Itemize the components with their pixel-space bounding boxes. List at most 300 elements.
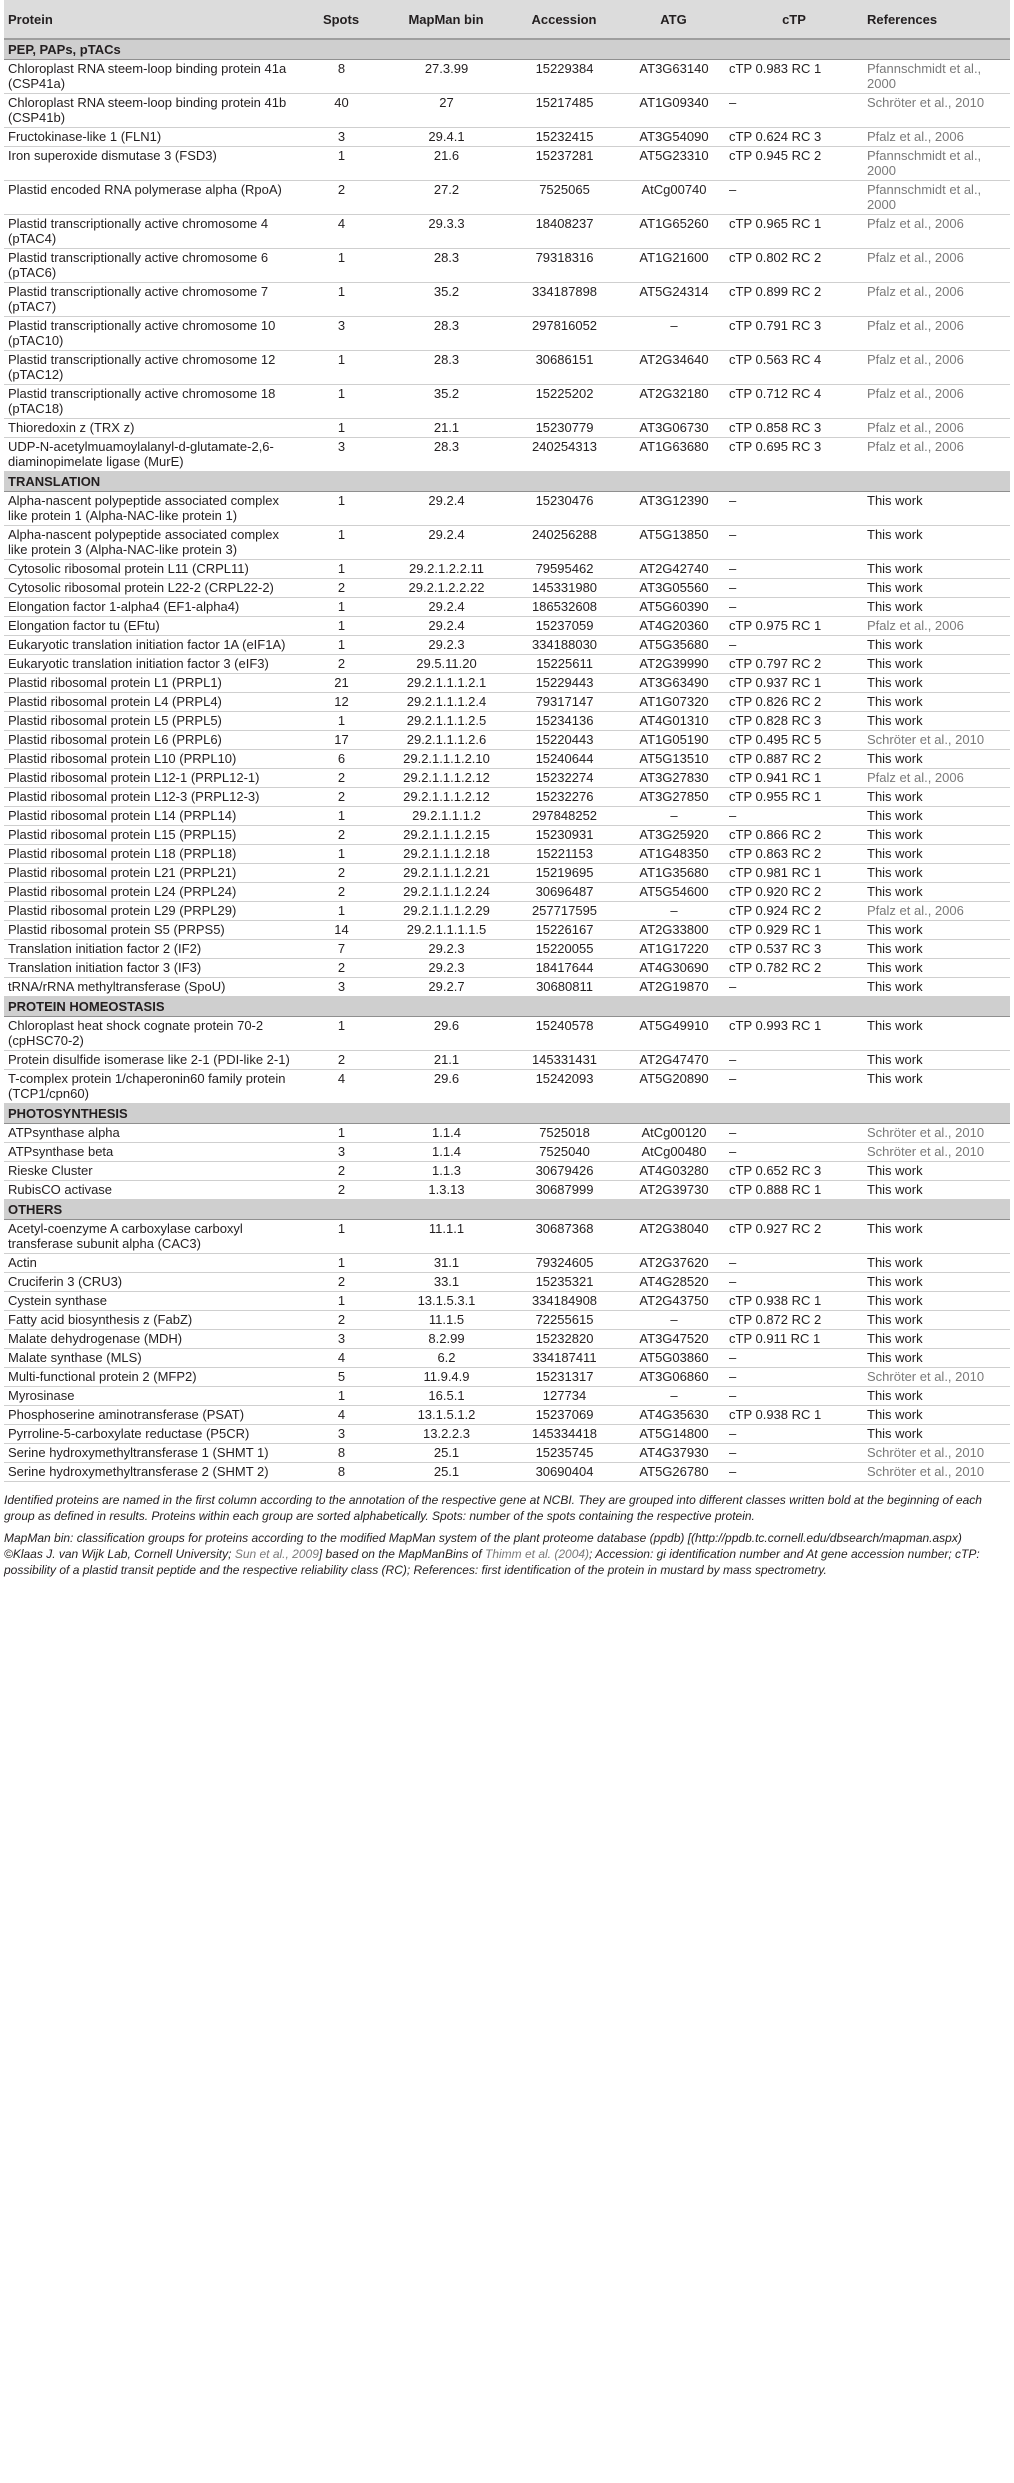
cell-protein: Serine hydroxymethyltransferase 2 (SHMT 2) [4,1463,296,1482]
cell-ctp: – [725,1254,863,1273]
cell-ctp: cTP 0.791 RC 3 [725,317,863,351]
cell-atg: AT4G30690 [622,959,725,978]
table-footnote [4,1492,1004,1584]
cell-mapman-bin: 29.2.1.1.1.1.5 [386,921,506,940]
cell-mapman-bin: 29.2.1.1.1.2.12 [386,788,506,807]
cell-mapman-bin: 29.2.3 [386,940,506,959]
cell-protein: Serine hydroxymethyltransferase 1 (SHMT 1) [4,1444,296,1463]
table-row [4,788,1010,807]
cell-spots: 4 [296,1406,386,1425]
table-row [4,1254,1010,1273]
cell-spots: 3 [296,1330,386,1349]
cell-atg: AT2G47470 [622,1051,725,1070]
cell-reference: Pfalz et al., 2006 [863,438,1010,472]
cell-reference: This work [863,492,1010,526]
cell-atg: AT5G13510 [622,750,725,769]
cell-reference: This work [863,1406,1010,1425]
table-row [4,1387,1010,1406]
cell-ctp: cTP 0.828 RC 3 [725,712,863,731]
cell-protein: Malate dehydrogenase (MDH) [4,1330,296,1349]
cell-accession: 15229443 [506,674,622,693]
cell-accession: 79595462 [506,560,622,579]
cell-accession: 15232274 [506,769,622,788]
cell-accession: 127734 [506,1387,622,1406]
cell-ctp: cTP 0.965 RC 1 [725,215,863,249]
cell-reference: This work [863,1051,1010,1070]
cell-spots: 2 [296,1273,386,1292]
table-row [4,883,1010,902]
cell-atg: AT4G37930 [622,1444,725,1463]
cell-spots: 21 [296,674,386,693]
cell-mapman-bin: 13.1.5.1.2 [386,1406,506,1425]
cell-spots: 1 [296,385,386,419]
cell-spots: 1 [296,807,386,826]
cell-protein: Chloroplast heat shock cognate protein 70-2 (cpHSC70-2) [4,1017,296,1051]
footnote-text: ; Accession: gi identification number and At gene accession number; cTP: possibility of a plastid transit peptide and the respective reliability class (RC); References: first identification of the protein in mustard by mass spectrometry. [4,1547,980,1577]
cell-ctp: cTP 0.652 RC 3 [725,1162,863,1181]
cell-protein: Plastid ribosomal protein L4 (PRPL4) [4,693,296,712]
cell-ctp: – [725,1124,863,1143]
cell-protein: Phosphoserine aminotransferase (PSAT) [4,1406,296,1425]
cell-atg: AT1G07320 [622,693,725,712]
cell-mapman-bin: 29.2.4 [386,617,506,636]
cell-mapman-bin: 29.2.1.1.1.2.24 [386,883,506,902]
cell-ctp: – [725,636,863,655]
cell-protein: Alpha-nascent polypeptide associated complex like protein 3 (Alpha-NAC-like protein 3) [4,526,296,560]
table-row [4,438,1010,472]
cell-mapman-bin: 29.2.1.1.1.2.29 [386,902,506,921]
cell-accession: 334187898 [506,283,622,317]
cell-reference: Schröter et al., 2010 [863,94,1010,128]
cell-atg: AtCg00120 [622,1124,725,1143]
table-row [4,750,1010,769]
cell-spots: 2 [296,1311,386,1330]
cell-atg: – [622,807,725,826]
cell-reference: This work [863,864,1010,883]
cell-atg: AT5G03860 [622,1349,725,1368]
table-row [4,693,1010,712]
table-row [4,959,1010,978]
cell-reference: Schröter et al., 2010 [863,1143,1010,1162]
cell-ctp: – [725,181,863,215]
table-row [4,598,1010,617]
header-accession: Accession [506,0,622,39]
cell-accession: 15221153 [506,845,622,864]
group-header-row [4,997,1010,1017]
cell-reference: This work [863,883,1010,902]
table-row [4,864,1010,883]
cell-ctp: – [725,1387,863,1406]
cell-atg: AT3G27850 [622,788,725,807]
cell-accession: 15225611 [506,655,622,674]
cell-protein: Fatty acid biosynthesis z (FabZ) [4,1311,296,1330]
cell-spots: 2 [296,864,386,883]
cell-atg: AT1G48350 [622,845,725,864]
cell-mapman-bin: 1.1.4 [386,1124,506,1143]
cell-reference: Pfalz et al., 2006 [863,283,1010,317]
cell-mapman-bin: 11.1.1 [386,1220,506,1254]
table-row [4,147,1010,181]
cell-reference: Schröter et al., 2010 [863,1463,1010,1482]
cell-reference: This work [863,921,1010,940]
cell-reference: This work [863,978,1010,997]
cell-ctp: cTP 0.981 RC 1 [725,864,863,883]
cell-ctp: – [725,94,863,128]
cell-atg: AT1G05190 [622,731,725,750]
cell-mapman-bin: 29.2.3 [386,636,506,655]
cell-ctp: – [725,598,863,617]
cell-accession: 30679426 [506,1162,622,1181]
cell-accession: 334187411 [506,1349,622,1368]
cell-spots: 1 [296,902,386,921]
cell-accession: 15232820 [506,1330,622,1349]
cell-ctp: cTP 0.938 RC 1 [725,1406,863,1425]
cell-reference: This work [863,1311,1010,1330]
cell-reference: This work [863,526,1010,560]
cell-ctp: cTP 0.938 RC 1 [725,1292,863,1311]
footnote-citation-thimm: Thimm et al. (2004) [485,1547,590,1561]
cell-atg: AT2G42740 [622,560,725,579]
cell-protein: Cytosolic ribosomal protein L11 (CRPL11) [4,560,296,579]
cell-mapman-bin: 1.1.3 [386,1162,506,1181]
cell-accession: 15230779 [506,419,622,438]
cell-accession: 30686151 [506,351,622,385]
cell-accession: 15229384 [506,60,622,94]
cell-accession: 15237059 [506,617,622,636]
cell-mapman-bin: 29.2.1.1.1.2.5 [386,712,506,731]
cell-accession: 15225202 [506,385,622,419]
cell-spots: 4 [296,215,386,249]
cell-protein: Fructokinase-like 1 (FLN1) [4,128,296,147]
table-row [4,1330,1010,1349]
cell-ctp: cTP 0.975 RC 1 [725,617,863,636]
cell-spots: 8 [296,1463,386,1482]
cell-accession: 15235321 [506,1273,622,1292]
cell-spots: 2 [296,959,386,978]
cell-mapman-bin: 11.9.4.9 [386,1368,506,1387]
cell-mapman-bin: 35.2 [386,283,506,317]
cell-ctp: – [725,978,863,997]
cell-protein: ATPsynthase beta [4,1143,296,1162]
cell-protein: Rieske Cluster [4,1162,296,1181]
table-row [4,712,1010,731]
cell-protein: Chloroplast RNA steem-loop binding protein 41a (CSP41a) [4,60,296,94]
group-title: PHOTOSYNTHESIS [4,1104,1010,1124]
cell-protein: Plastid ribosomal protein L15 (PRPL15) [4,826,296,845]
cell-mapman-bin: 31.1 [386,1254,506,1273]
cell-protein: Plastid transcriptionally active chromosome 4 (pTAC4) [4,215,296,249]
cell-ctp: cTP 0.872 RC 2 [725,1311,863,1330]
cell-protein: Plastid ribosomal protein L1 (PRPL1) [4,674,296,693]
cell-ctp: cTP 0.993 RC 1 [725,1017,863,1051]
cell-protein: Plastid transcriptionally active chromosome 12 (pTAC12) [4,351,296,385]
cell-accession: 240254313 [506,438,622,472]
cell-atg: AT3G63490 [622,674,725,693]
cell-accession: 145331431 [506,1051,622,1070]
table-row [4,769,1010,788]
footnote-paragraph-2 [4,1530,1004,1578]
cell-ctp: cTP 0.937 RC 1 [725,674,863,693]
cell-reference: Pfalz et al., 2006 [863,769,1010,788]
cell-spots: 3 [296,128,386,147]
cell-reference: This work [863,1387,1010,1406]
cell-ctp: cTP 0.945 RC 2 [725,147,863,181]
table-row [4,617,1010,636]
table-row [4,1292,1010,1311]
cell-protein: T-complex protein 1/chaperonin60 family protein (TCP1/cpn60) [4,1070,296,1104]
cell-spots: 2 [296,788,386,807]
cell-atg: AT5G13850 [622,526,725,560]
cell-reference: This work [863,1181,1010,1200]
cell-ctp: – [725,1070,863,1104]
cell-ctp: cTP 0.782 RC 2 [725,959,863,978]
cell-atg: AT1G63680 [622,438,725,472]
cell-spots: 2 [296,1181,386,1200]
cell-ctp: – [725,1143,863,1162]
cell-mapman-bin: 27.3.99 [386,60,506,94]
cell-ctp: cTP 0.712 RC 4 [725,385,863,419]
cell-reference: Schröter et al., 2010 [863,1444,1010,1463]
cell-protein: Plastid ribosomal protein L29 (PRPL29) [4,902,296,921]
cell-atg: AT1G65260 [622,215,725,249]
cell-reference: This work [863,693,1010,712]
table-row [4,560,1010,579]
cell-protein: Translation initiation factor 3 (IF3) [4,959,296,978]
cell-accession: 15217485 [506,94,622,128]
table-row [4,674,1010,693]
cell-spots: 1 [296,147,386,181]
table-row [4,1444,1010,1463]
cell-accession: 297816052 [506,317,622,351]
cell-reference: Pfalz et al., 2006 [863,249,1010,283]
cell-ctp: – [725,1051,863,1070]
cell-reference: Pfalz et al., 2006 [863,385,1010,419]
cell-reference: This work [863,1425,1010,1444]
cell-mapman-bin: 29.2.1.1.1.2.21 [386,864,506,883]
table-row [4,385,1010,419]
cell-reference: This work [863,940,1010,959]
cell-spots: 1 [296,598,386,617]
cell-accession: 15232415 [506,128,622,147]
cell-atg: AT1G09340 [622,94,725,128]
cell-mapman-bin: 29.2.1.1.1.2.12 [386,769,506,788]
cell-ctp: cTP 0.924 RC 2 [725,902,863,921]
cell-protein: Eukaryotic translation initiation factor 3 (eIF3) [4,655,296,674]
table-row [4,1273,1010,1292]
cell-accession: 79318316 [506,249,622,283]
cell-mapman-bin: 29.4.1 [386,128,506,147]
footnote-text: ] based on the MapManBins of [318,1547,485,1561]
cell-ctp: cTP 0.911 RC 1 [725,1330,863,1349]
footnote-text: MapMan bin: classification groups for proteins according to the modified MapMan system of the plant proteome database (ppdb) [(http://ppdb.tc.cornell.edu/dbsearch/mapman.aspx) ©Klaas J. van Wijk Lab, Cornell University; [4,1531,962,1561]
footnote-citation-sun: Sun et al., 2009 [234,1547,319,1561]
cell-reference: This work [863,655,1010,674]
cell-protein: Plastid transcriptionally active chromosome 6 (pTAC6) [4,249,296,283]
cell-atg: AT5G35680 [622,636,725,655]
cell-atg: AtCg00740 [622,181,725,215]
table-header-row [4,0,1010,39]
cell-accession: 7525018 [506,1124,622,1143]
cell-spots: 1 [296,1387,386,1406]
table-row [4,1311,1010,1330]
cell-spots: 3 [296,438,386,472]
cell-ctp: cTP 0.537 RC 3 [725,940,863,959]
cell-atg: – [622,1387,725,1406]
cell-mapman-bin: 27 [386,94,506,128]
cell-mapman-bin: 29.2.1.1.1.2 [386,807,506,826]
cell-accession: 18408237 [506,215,622,249]
cell-reference: This work [863,1070,1010,1104]
table-row [4,978,1010,997]
cell-ctp: – [725,1444,863,1463]
cell-spots: 1 [296,492,386,526]
cell-mapman-bin: 1.3.13 [386,1181,506,1200]
table-row [4,283,1010,317]
cell-atg: AT2G39990 [622,655,725,674]
cell-protein: Elongation factor 1-alpha4 (EF1-alpha4) [4,598,296,617]
cell-mapman-bin: 27.2 [386,181,506,215]
table-row [4,317,1010,351]
cell-ctp: – [725,1349,863,1368]
cell-atg: AT3G27830 [622,769,725,788]
cell-accession: 79317147 [506,693,622,712]
cell-accession: 30696487 [506,883,622,902]
cell-mapman-bin: 13.1.5.3.1 [386,1292,506,1311]
cell-spots: 12 [296,693,386,712]
cell-protein: Cruciferin 3 (CRU3) [4,1273,296,1292]
cell-reference: Pfalz et al., 2006 [863,902,1010,921]
cell-accession: 186532608 [506,598,622,617]
cell-reference: This work [863,1017,1010,1051]
cell-atg: AT3G54090 [622,128,725,147]
cell-protein: Eukaryotic translation initiation factor 1A (eIF1A) [4,636,296,655]
cell-spots: 17 [296,731,386,750]
table-row [4,1162,1010,1181]
cell-spots: 4 [296,1349,386,1368]
cell-protein: tRNA/rRNA methyltransferase (SpoU) [4,978,296,997]
cell-atg: AT2G37620 [622,1254,725,1273]
protein-table [4,0,1010,1482]
cell-accession: 145331980 [506,579,622,598]
cell-spots: 2 [296,579,386,598]
cell-spots: 1 [296,249,386,283]
cell-spots: 2 [296,769,386,788]
table-row [4,492,1010,526]
cell-reference: Pfalz et al., 2006 [863,419,1010,438]
group-title: OTHERS [4,1200,1010,1220]
cell-ctp: cTP 0.888 RC 1 [725,1181,863,1200]
cell-ctp: – [725,1273,863,1292]
cell-spots: 3 [296,1143,386,1162]
cell-accession: 15226167 [506,921,622,940]
cell-accession: 15240578 [506,1017,622,1051]
cell-ctp: cTP 0.920 RC 2 [725,883,863,902]
cell-atg: AT2G33800 [622,921,725,940]
cell-protein: Protein disulfide isomerase like 2-1 (PDI-like 2-1) [4,1051,296,1070]
cell-ctp: cTP 0.624 RC 3 [725,128,863,147]
cell-accession: 7525065 [506,181,622,215]
cell-mapman-bin: 29.2.4 [386,598,506,617]
cell-protein: Thioredoxin z (TRX z) [4,419,296,438]
cell-reference: This work [863,712,1010,731]
cell-spots: 2 [296,655,386,674]
table-row [4,579,1010,598]
cell-mapman-bin: 29.2.1.1.1.2.6 [386,731,506,750]
header-atg: ATG [622,0,725,39]
cell-mapman-bin: 13.2.2.3 [386,1425,506,1444]
cell-accession: 15232276 [506,788,622,807]
cell-ctp: cTP 0.695 RC 3 [725,438,863,472]
header-ctp: cTP [725,0,863,39]
cell-ctp: – [725,526,863,560]
cell-spots: 1 [296,560,386,579]
cell-reference: Pfalz et al., 2006 [863,317,1010,351]
cell-ctp: cTP 0.858 RC 3 [725,419,863,438]
table-row [4,636,1010,655]
cell-reference: This work [863,674,1010,693]
table-row [4,94,1010,128]
cell-accession: 15219695 [506,864,622,883]
cell-protein: Plastid transcriptionally active chromosome 7 (pTAC7) [4,283,296,317]
cell-mapman-bin: 29.2.1.1.1.2.1 [386,674,506,693]
cell-accession: 15237069 [506,1406,622,1425]
cell-reference: Schröter et al., 2010 [863,1124,1010,1143]
cell-mapman-bin: 35.2 [386,385,506,419]
cell-spots: 5 [296,1368,386,1387]
cell-reference: Pfalz et al., 2006 [863,617,1010,636]
cell-spots: 1 [296,419,386,438]
cell-reference: This work [863,1349,1010,1368]
cell-reference: This work [863,959,1010,978]
table-row [4,731,1010,750]
cell-mapman-bin: 29.2.1.1.1.2.18 [386,845,506,864]
cell-mapman-bin: 29.6 [386,1017,506,1051]
cell-atg: AT3G63140 [622,60,725,94]
group-header-row [4,1104,1010,1124]
cell-reference: Schröter et al., 2010 [863,731,1010,750]
group-header-row [4,1200,1010,1220]
cell-atg: – [622,317,725,351]
cell-reference: This work [863,579,1010,598]
cell-reference: This work [863,1220,1010,1254]
cell-mapman-bin: 21.1 [386,419,506,438]
cell-ctp: – [725,807,863,826]
cell-atg: AT4G20360 [622,617,725,636]
header-protein: Protein [4,0,296,39]
group-title: PROTEIN HOMEOSTASIS [4,997,1010,1017]
cell-atg: AT1G21600 [622,249,725,283]
cell-ctp: – [725,1368,863,1387]
cell-spots: 1 [296,1017,386,1051]
cell-accession: 257717595 [506,902,622,921]
cell-mapman-bin: 33.1 [386,1273,506,1292]
cell-atg: AT4G01310 [622,712,725,731]
cell-mapman-bin: 28.3 [386,438,506,472]
cell-atg: AT2G19870 [622,978,725,997]
cell-atg: AT4G28520 [622,1273,725,1292]
cell-ctp: cTP 0.899 RC 2 [725,283,863,317]
cell-mapman-bin: 6.2 [386,1349,506,1368]
header-mapman-bin: MapMan bin [386,0,506,39]
table-row [4,128,1010,147]
cell-spots: 8 [296,1444,386,1463]
cell-reference: Pfannschmidt et al., 2000 [863,147,1010,181]
cell-atg: AT2G34640 [622,351,725,385]
cell-accession: 240256288 [506,526,622,560]
cell-mapman-bin: 16.5.1 [386,1387,506,1406]
table-row [4,1425,1010,1444]
cell-accession: 79324605 [506,1254,622,1273]
